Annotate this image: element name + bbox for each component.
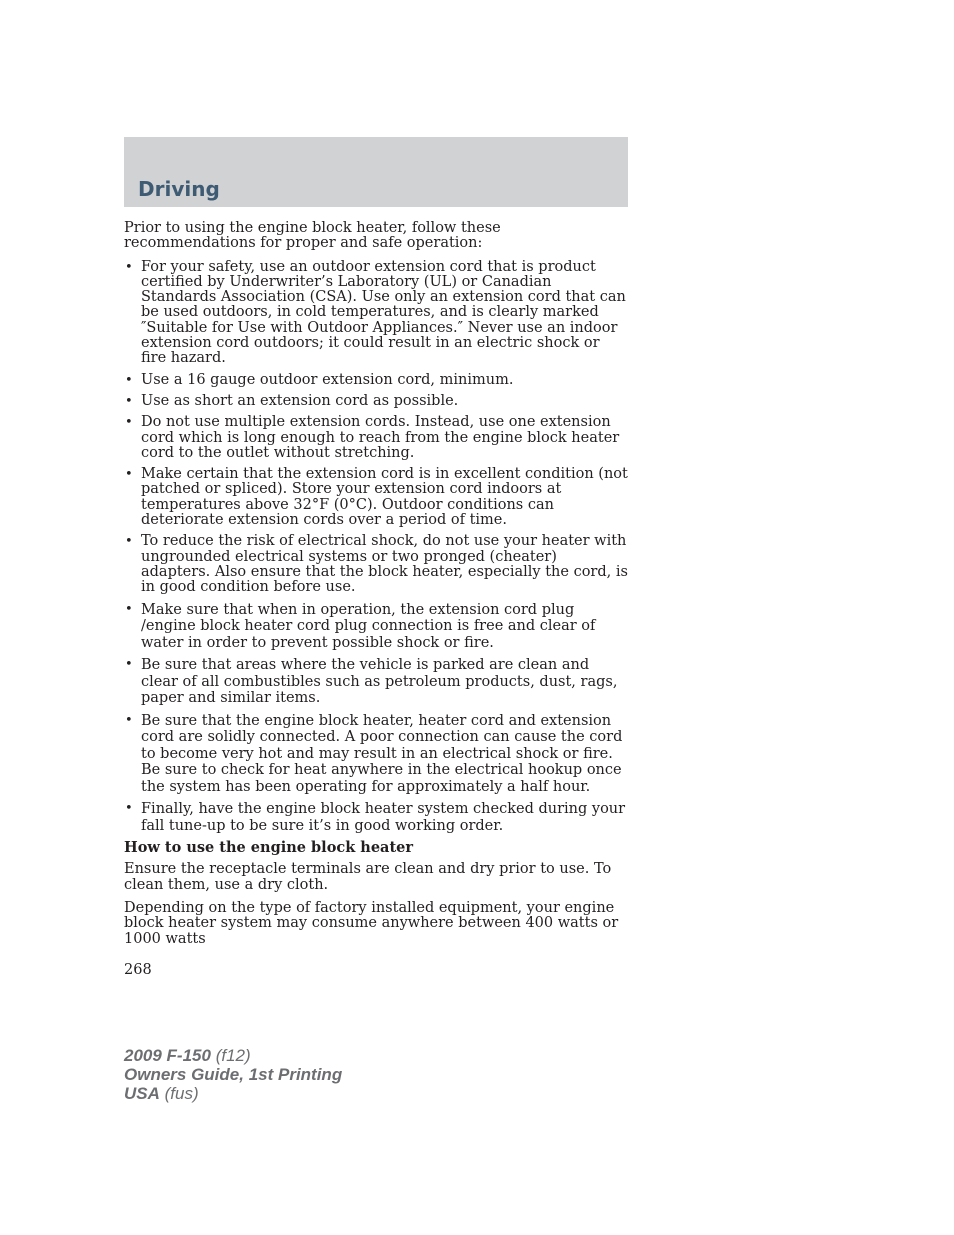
list-item-text: Be sure that areas where the vehicle is parked are clean and clear of all combustibles such as petroleum products, dust, rags, paper and similar items.: [141, 657, 618, 707]
subheading: How to use the engine block heater: [124, 839, 414, 857]
bullet-icon: •: [125, 712, 133, 728]
recommendations-list: [124, 260, 628, 834]
section-header-band: [124, 137, 628, 207]
bullet-icon: •: [125, 534, 133, 550]
list-item-text: Make certain that the extension cord is in excellent condition (not patched or spliced). Store your extension cord indoors at temperatures above 32°F (0°C). Outdoor conditions can deteriorate extension cords over a period of time.: [141, 466, 628, 529]
list-item: [124, 260, 628, 367]
footer-line-edition: Owners Guide, 1st Printing: [124, 1065, 343, 1084]
list-item-text: Use a 16 gauge outdoor extension cord, minimum.: [141, 371, 514, 388]
list-item-text: To reduce the risk of electrical shock, do not use your heater with ungrounded electrical systems or two pronged (cheater) adapters. Also ensure that the block heater, especially the cord, is in good condition before use.: [141, 533, 628, 596]
list-item: [124, 602, 628, 652]
bullet-icon: •: [125, 372, 133, 388]
list-item: [124, 415, 628, 461]
list-item: [124, 534, 628, 595]
bullet-icon: •: [125, 801, 133, 817]
intro-paragraph: Prior to using the engine block heater, follow these recommendations for proper and safe operation:: [124, 220, 501, 252]
bullet-icon: •: [125, 393, 133, 409]
footer-market-code: (fus): [164, 1084, 199, 1103]
bullet-icon: •: [125, 601, 133, 617]
page-content: [124, 221, 628, 986]
bullet-icon: •: [125, 657, 133, 673]
footer-model-code: (f12): [215, 1046, 251, 1065]
list-item-text: Use as short an extension cord as possible.: [141, 392, 459, 409]
footer-line-model: [124, 1046, 342, 1065]
page-number: 268: [124, 961, 152, 978]
body-paragraph: Depending on the type of factory installed equipment, your engine block heater system may consume anywhere between 400 watts or 1000 watts: [124, 899, 619, 947]
print-footer: [124, 1046, 342, 1103]
list-item: [124, 713, 628, 796]
footer-line-market: [124, 1084, 342, 1103]
section-title: Driving: [138, 177, 220, 201]
bullet-icon: •: [125, 467, 133, 483]
body-paragraph: Ensure the receptacle terminals are clean and dry prior to use. To clean them, use a dry cloth.: [124, 861, 612, 893]
list-item: [124, 801, 628, 834]
list-item-text: Make sure that when in operation, the extension cord plug /engine block heater cord plug connection is free and clear of water in order to prevent possible shock or fire.: [141, 601, 596, 651]
list-item-text: For your safety, use an outdoor extension cord that is product certified by Underwriter’s Laboratory (UL) or Canadian Standards Association (CSA). Use only an extension cord that can be used outdoors, in cold temperatures, and is clearly marked ″Suitable for Use with Outdoor Appliances.″ Never use an indoor extension cord outdoors; it could result in an electric shock or fire hazard.: [141, 258, 626, 367]
list-item: [124, 467, 628, 528]
bullet-icon: •: [125, 259, 133, 275]
list-item-text: Do not use multiple extension cords. Instead, use one extension cord which is long enough to reach from the engine block heater cord to the outlet without stretching.: [141, 414, 620, 461]
list-item: [124, 373, 628, 388]
footer-model: 2009 F-150: [124, 1046, 211, 1065]
list-item-text: Be sure that the engine block heater, heater cord and extension cord are solidly connected. A poor connection can cause the cord to become very hot and may result in an electrical shock or fire. Be sure to check for heat anywhere in the electrical hookup once the system has been operating for approximately a half hour.: [141, 712, 623, 795]
list-item: [124, 394, 628, 409]
list-item: [124, 657, 628, 707]
bullet-icon: •: [125, 415, 133, 431]
list-item-text: Finally, have the engine block heater system checked during your fall tune-up to be sure it’s in good working order.: [141, 801, 626, 834]
footer-market: USA: [124, 1084, 160, 1103]
